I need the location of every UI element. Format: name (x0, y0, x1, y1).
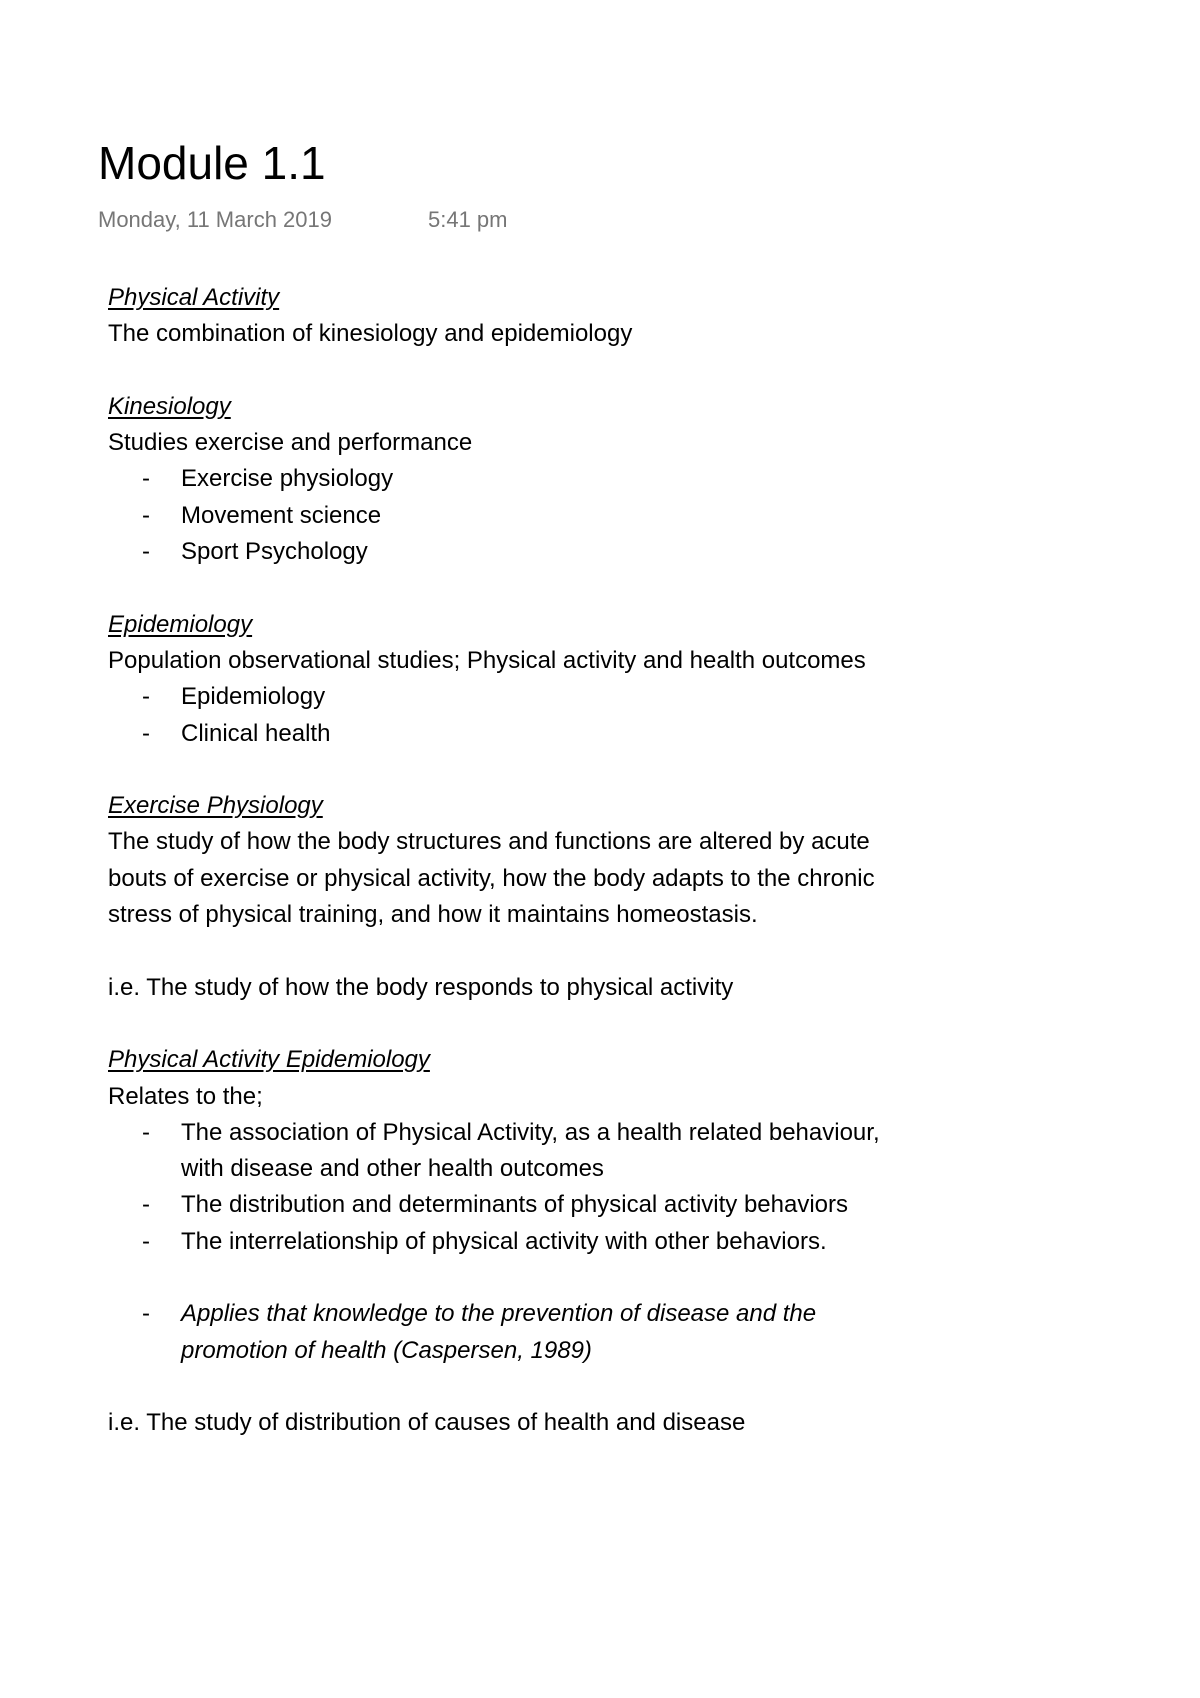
dash-bullet: - (142, 1227, 150, 1255)
list-item-text: Sport Psychology (181, 538, 368, 566)
list-item (108, 1187, 898, 1223)
dash-bullet: - (142, 465, 150, 493)
list-item-text: Epidemiology (181, 683, 326, 711)
section-heading: Physical Activity Epidemiology (108, 1046, 430, 1074)
section-pa-epidemiology (108, 1042, 898, 1369)
note-time: 5:41 pm (428, 207, 508, 232)
dash-bullet: - (142, 1191, 150, 1219)
bullet-list (108, 679, 898, 752)
list-item (108, 1224, 898, 1260)
section-kinesiology (108, 389, 898, 570)
list-item-text: Movement science (181, 501, 382, 529)
list-item-text: The association of Physical Activity, as a health related behaviour, with disease and other health outcomes (181, 1118, 880, 1183)
list-item (108, 1115, 898, 1188)
section-text: Studies exercise and performance (108, 429, 473, 457)
list-item (108, 679, 898, 715)
list-item-text: Exercise physiology (181, 465, 394, 493)
dash-bullet: - (142, 719, 150, 747)
section-physical-activity (108, 280, 898, 353)
dash-bullet: - (142, 683, 150, 711)
summary-exercise-physiology (108, 970, 898, 1006)
section-epidemiology (108, 607, 898, 752)
list-item-text: The interrelationship of physical activity with other behaviors. (181, 1227, 827, 1255)
section-heading: Kinesiology (108, 392, 231, 420)
page-title: Module 1.1 (98, 137, 326, 189)
section-heading: Exercise Physiology (108, 792, 323, 820)
list-item (108, 461, 898, 497)
section-text: The combination of kinesiology and epidemiology (108, 320, 633, 348)
bullet-list (108, 1115, 898, 1369)
ie-summary: i.e. The study of distribution of causes of health and disease (108, 1409, 746, 1437)
note-body (108, 280, 898, 1478)
list-item-text: Applies that knowledge to the prevention of disease and the promotion of health (Caspersen, 1989) (181, 1300, 817, 1364)
list-item (108, 1296, 898, 1369)
section-text: The study of how the body structures and functions are altered by acute bouts of exercise or physical activity, how the body adapts to the chronic stress of physical training, and how it maintains homeostasis. (108, 828, 875, 929)
ie-summary: i.e. The study of how the body responds to physical activity (108, 973, 734, 1001)
bullet-list (108, 461, 898, 570)
section-exercise-physiology (108, 788, 898, 933)
list-item (108, 498, 898, 534)
list-item-text: Clinical health (181, 719, 331, 747)
dash-bullet: - (142, 501, 150, 529)
note-metadata (98, 205, 508, 235)
summary-pa-epidemiology (108, 1405, 898, 1441)
list-item (108, 534, 898, 570)
section-text: Population observational studies; Physical activity and health outcomes (108, 646, 866, 674)
list-item (108, 716, 898, 752)
dash-bullet: - (142, 1118, 150, 1146)
note-date: Monday, 11 March 2019 (98, 207, 332, 232)
section-heading: Epidemiology (108, 610, 253, 638)
dash-bullet: - (142, 538, 150, 566)
section-text: Relates to the; (108, 1082, 263, 1110)
list-item-text: The distribution and determinants of physical activity behaviors (181, 1191, 849, 1219)
section-heading: Physical Activity (108, 284, 280, 311)
dash-bullet: - (142, 1300, 150, 1328)
